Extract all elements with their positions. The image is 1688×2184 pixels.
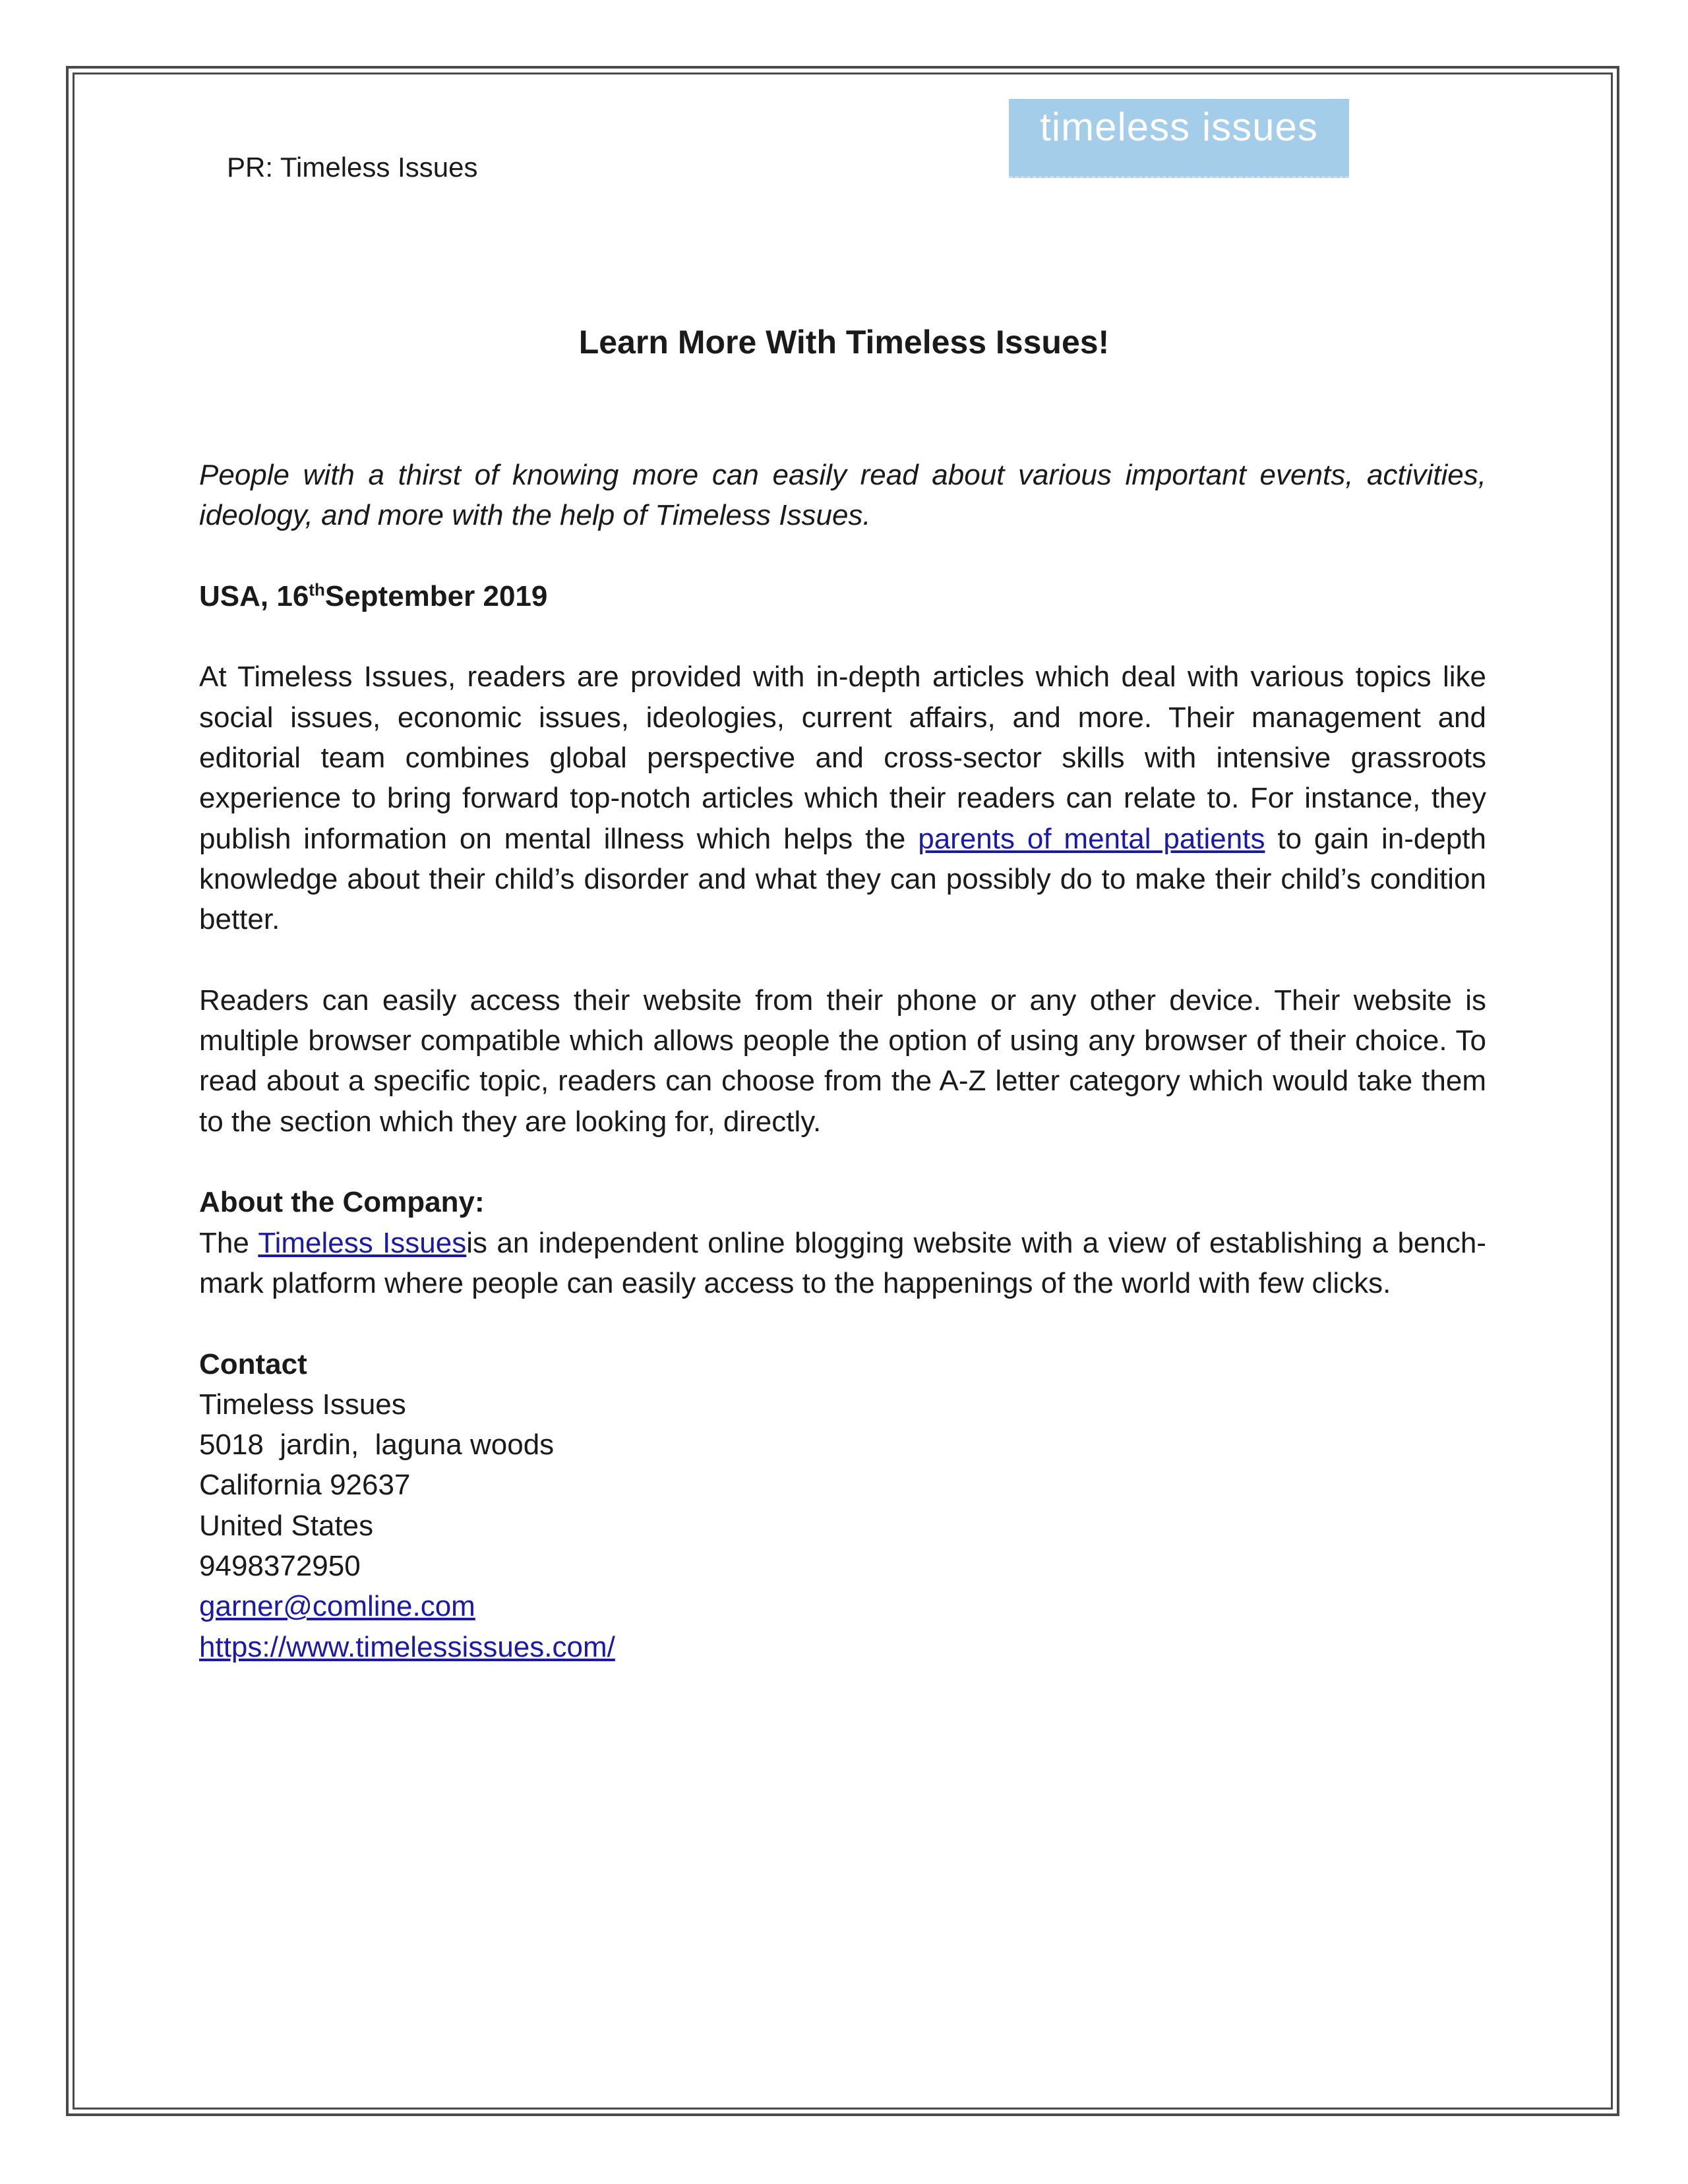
about-heading: About the Company: (199, 1186, 485, 1219)
contact-name: Timeless Issues (199, 1388, 406, 1421)
about-text-start: The (199, 1226, 258, 1259)
dateline-rest: September 2019 (324, 579, 548, 612)
dateline-suffix: th (309, 579, 325, 600)
timeless-issues-link[interactable]: Timeless Issues (258, 1226, 467, 1259)
contact-website-link[interactable]: https://www.timelessissues.com/ (199, 1630, 615, 1663)
about-text-end: is an independent online blogging website with a view of establishing a bench-mark platform where people can easily access to the happenings of the world with few clicks. (199, 1226, 1486, 1299)
contact-country: United States (199, 1509, 374, 1542)
contact-state-zip: California 92637 (199, 1469, 411, 1502)
contact-phone: 9498372950 (199, 1550, 361, 1583)
contact-email-link[interactable]: garner@comline.com (199, 1590, 475, 1623)
paragraph-access: Readers can easily access their website from their phone or any other device. Their website is multiple browser compatible which allows people the option of using any browser of their choice. To read about a specific topic, readers can choose from the A-Z letter category which would take them to the section which they are looking for, directly. (199, 984, 1486, 1138)
paragraph-topics-text: At Timeless Issues, readers are provided with in-depth articles which deal with various topics like social issues, economic issues, ideologies, current affairs, and more. Their management and editorial team combines global perspective and cross-sector skills with intensive grassroots experience to bring forward top-notch articles which their readers can relate to. For instance, they publish information on mental illness which helps the (199, 661, 1486, 855)
logo-text: timeless issues (1040, 105, 1318, 149)
dateline-prefix: USA, 16 (199, 579, 309, 612)
page-title: Learn More With Timeless Issues! (578, 324, 1110, 361)
about-paragraph (199, 1223, 1486, 1304)
timeless-issues-logo (1009, 99, 1349, 178)
paragraph-topics (199, 657, 1486, 939)
document-body (199, 455, 1486, 1667)
pr-label: PR: Timeless Issues (227, 152, 478, 183)
summary-paragraph: People with a thirst of knowing more can easily read about various important events, activities, ideology, and more with the help of Timeless Issues. (199, 459, 1486, 532)
contact-heading: Contact (199, 1347, 307, 1380)
contact-address: 5018 jardin, laguna woods (199, 1429, 555, 1461)
parents-of-mental-patients-link[interactable]: parents of mental patients (918, 822, 1265, 855)
dateline (199, 576, 1486, 616)
paragraph-topics-text-end: to gain in-depth knowledge about their child’s disorder and what they can possibly do to make their child’s condition better. (199, 822, 1486, 936)
